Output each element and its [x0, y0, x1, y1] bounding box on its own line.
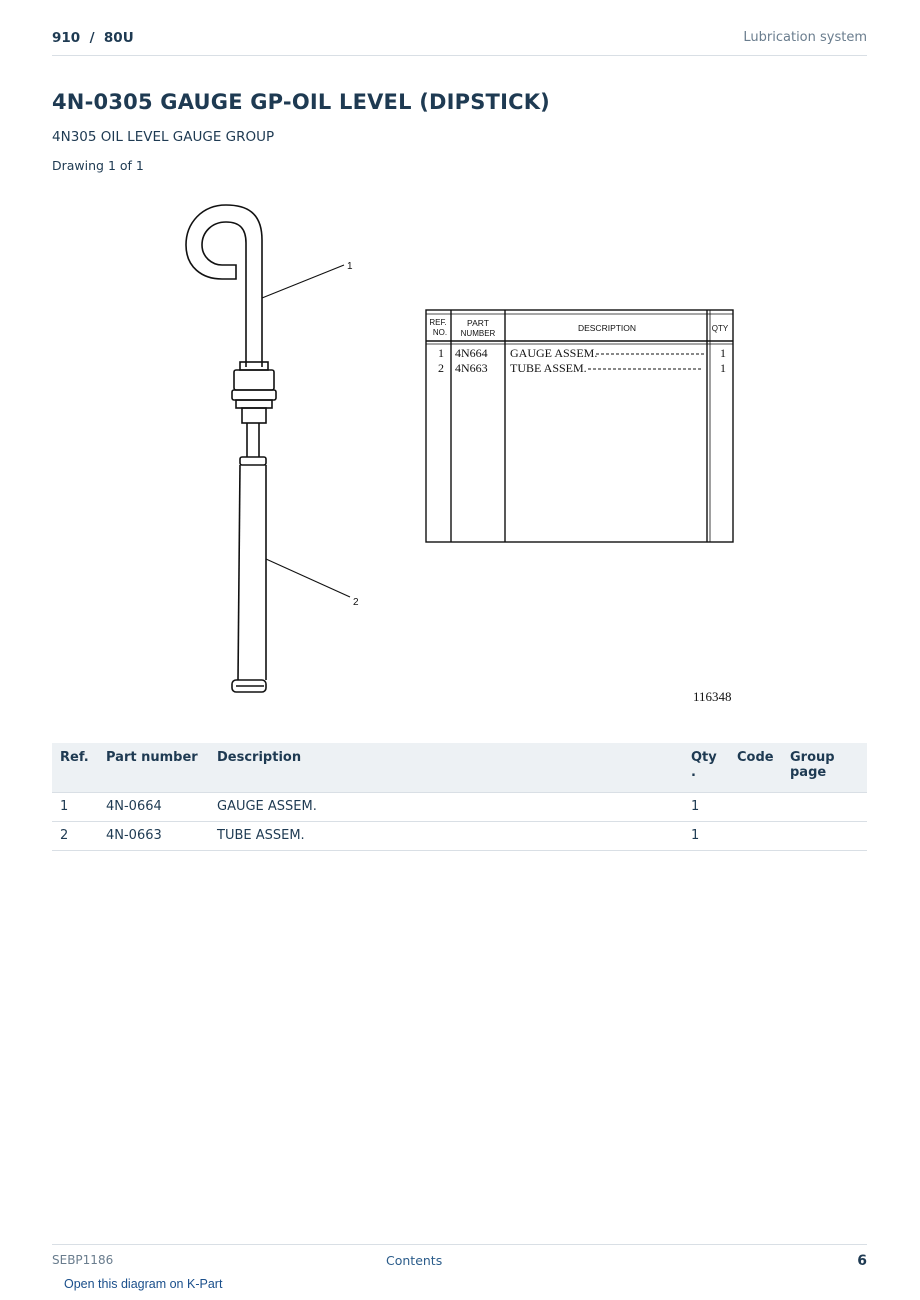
callout-1: 1: [347, 261, 353, 272]
column-header-part-number: Part number: [98, 743, 209, 792]
row-description: TUBE ASSEM.: [209, 821, 683, 850]
parts-diagram: [150, 195, 770, 720]
drawing-row-part: 4N663: [455, 361, 488, 375]
table-row: [52, 792, 867, 821]
drawing-row-qty: 1: [720, 346, 726, 360]
column-header-description: Description: [209, 743, 683, 792]
dipstick-illustration: [186, 205, 350, 692]
section-name: Lubrication system: [743, 30, 867, 45]
row-part-number: 4N-0664: [98, 792, 209, 821]
row-code: [729, 821, 782, 850]
row-code: [729, 792, 782, 821]
drawing-row-ref: 1: [438, 346, 444, 360]
parts-table-header-row: [52, 743, 867, 792]
document-id: SEBP1186: [52, 1253, 114, 1267]
drawing-header-description: DESCRIPTION: [577, 323, 637, 333]
page-subtitle: 4N305 OIL LEVEL GAUGE GROUP: [52, 129, 275, 145]
drawing-row-description: TUBE ASSEM.: [510, 361, 587, 375]
page-number: 6: [857, 1253, 867, 1269]
drawing-row-ref: 2: [438, 361, 444, 375]
page-header: [52, 28, 867, 56]
footer-divider: [52, 1244, 867, 1245]
row-ref: 2: [52, 821, 98, 850]
drawing-parts-table: [426, 310, 733, 542]
row-ref: 1: [52, 792, 98, 821]
row-group-page: [782, 821, 867, 850]
drawing-count-label: Drawing 1 of 1: [52, 158, 144, 173]
group-page-header-line1: Group: [790, 750, 835, 765]
qty-header-line1: Qty: [691, 750, 717, 765]
group-page-header-line2: page: [790, 765, 827, 780]
column-header-ref: Ref.: [52, 743, 98, 792]
drawing-row-part: 4N664: [455, 346, 488, 360]
qty-header-line2: .: [691, 765, 696, 780]
column-header-code: Code: [729, 743, 782, 792]
drawing-header-qty: QTY: [711, 324, 729, 333]
callout-2: 2: [353, 597, 359, 608]
table-row: [52, 821, 867, 850]
row-qty: 1: [683, 792, 729, 821]
row-qty: 1: [683, 821, 729, 850]
row-description: GAUGE ASSEM.: [209, 792, 683, 821]
drawing-header-ref-1: REF.: [429, 318, 447, 327]
open-in-kpart-link[interactable]: Open this diagram on K-Part: [64, 1277, 223, 1291]
column-header-qty: [683, 743, 729, 792]
page-title: 4N-0305 GAUGE GP-OIL LEVEL (DIPSTICK): [52, 90, 550, 114]
parts-table: [52, 743, 867, 851]
drawing-header-part-2: NUMBER: [460, 329, 496, 338]
row-group-page: [782, 792, 867, 821]
drawing-header-ref-2: NO.: [432, 328, 448, 337]
drawing-row-qty: 1: [720, 361, 726, 375]
breadcrumb: 910 / 80U: [52, 30, 134, 46]
column-header-group-page: [782, 743, 867, 792]
row-part-number: 4N-0663: [98, 821, 209, 850]
drawing-header-part-1: PART: [467, 318, 489, 328]
figure-number: 116348: [693, 689, 732, 704]
drawing-row-description: GAUGE ASSEM.: [510, 346, 598, 360]
contents-link[interactable]: Contents: [386, 1253, 443, 1268]
drawing-table-row: [438, 346, 726, 360]
drawing-table-row: [438, 361, 726, 375]
